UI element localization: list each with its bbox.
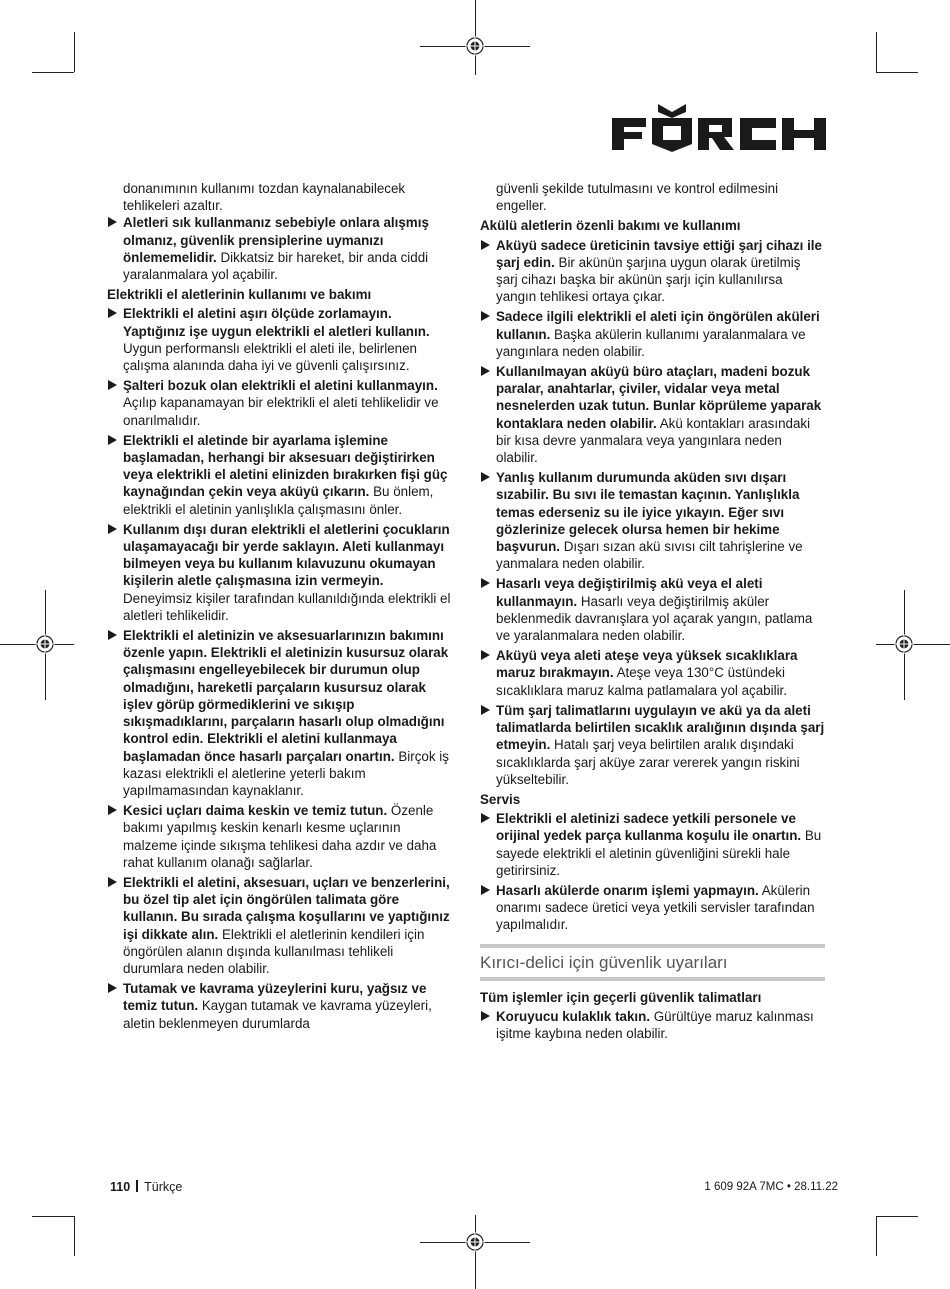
bullet-triangle-icon <box>108 380 117 390</box>
item-text: Bir akünün şarjına uygun olarak üretilmiş şarj cihazı başka bir akünün şarjı için kullanılırsa yangın tehlikesi ortaya çıkar. <box>496 254 801 305</box>
list-item <box>480 810 825 879</box>
item-bold-text: Hasarlı akülerde onarım işlemi yapmayın. <box>496 882 759 898</box>
item-text: Dışarı sızan akü sıvısı cilt tahrişlerine ve yanmalara neden olabilir. <box>496 539 803 572</box>
item-text: Açılıp kapanamayan bir elektrikli el aleti tehlikelidir ve onarılmalıdır. <box>123 395 439 428</box>
safety-list <box>107 305 452 1031</box>
crop-mark <box>32 1216 74 1217</box>
safety-list <box>480 237 825 788</box>
item-bold-text: Kesici uçları daima keskin ve temiz tutun. <box>123 803 388 819</box>
list-item <box>480 882 825 934</box>
safety-list <box>480 810 825 933</box>
item-text: Akülerin onarımı sadece üretici veya yetkili servisler tarafından yapılmalıdır. <box>496 882 815 933</box>
bullet-triangle-icon <box>108 524 117 534</box>
item-bold-text: Elektrikli el aletini, aksesuarı, uçları ve benzerlerini, bu özel tip alet için öngörülen talimata göre kullanın. Bu sırada çalışma koşullarını ve yaptığınız işi dikkate alın. <box>123 874 450 942</box>
crop-mark <box>876 1216 918 1217</box>
footer-language: Türkçe <box>144 1180 183 1194</box>
foerch-logo <box>612 104 826 152</box>
crop-mark <box>32 72 74 73</box>
page-number: 110 <box>110 1180 131 1194</box>
right-column <box>480 180 825 1045</box>
bullet-triangle-icon <box>481 705 490 715</box>
list-item <box>107 874 452 977</box>
list-item <box>107 521 452 624</box>
crop-mark <box>876 72 918 73</box>
section-title-bar: Kırıcı-delici için güvenlik uyarıları <box>480 944 825 981</box>
list-item <box>480 237 825 306</box>
paragraph-continuation: donanımının kullanımı tozdan kaynalanabilecek tehlikeleri azaltır. <box>123 181 406 214</box>
item-bold-text: Yanlış kullanım durumunda aküden sıvı dışarı sızabilir. Bu sıvı ile temastan kaçının. Yanlışlıkla temas ederseniz su ile iyice yıkayın. Eğer sıvı gözlerinize gelecek olursa hemen bir hekime başvurun. <box>496 470 800 555</box>
list-item <box>480 647 825 699</box>
bullet-triangle-icon <box>481 472 490 482</box>
section-heading: Tüm işlemler için geçerli güvenlik talimatları <box>480 989 762 1005</box>
safety-list <box>480 1008 825 1042</box>
item-bold-text: Şalteri bozuk olan elektrikli el aletini kullanmayın. <box>123 378 438 394</box>
crop-mark <box>475 1215 476 1289</box>
item-bold-text: Hasarlı veya değiştirilmiş akü veya el aleti kullanmayın. <box>496 576 763 609</box>
list-item <box>107 214 452 283</box>
crop-mark <box>876 32 877 72</box>
item-bold-text: Elektrikli el aletini aşırı ölçüde zorlamayın. Yaptığınız işe uygun elektrikli el aletleri kullanın. <box>123 306 430 339</box>
item-text: Dikkatsiz bir hareket, bir anda ciddi yaralanmalara yol açabilir. <box>123 249 429 283</box>
registration-mark-icon <box>35 634 55 654</box>
footer-separator <box>136 1180 138 1192</box>
list-item <box>107 377 452 429</box>
list-item <box>107 432 452 518</box>
crop-mark <box>74 1216 75 1256</box>
item-bold-text: Koruyucu kulaklık takın. <box>496 1008 651 1024</box>
item-bold-text: Kullanım dışı duran elektrikli el aletlerini çocukların ulaşamayacağı bir yerde saklayın. Aleti kullanmayı bilmeyen veya bu kullanım kılavuzunu okumayan kişilerin aletle çalışmasına izin vermeyin. <box>123 521 450 589</box>
item-bold-text: Tüm şarj talimatlarını uygulayın ve akü ya da aleti talimatlarda belirtilen sıcaklık aralığının dışında şarj etmeyin. <box>496 702 825 753</box>
item-text: Hasarlı veya değiştirilmiş aküler beklenmedik davranışlara yol açarak yangın, patlama ve yaralanmalara neden olabilir. <box>496 593 813 644</box>
bullet-triangle-icon <box>108 308 117 318</box>
paragraph-continuation: güvenli şekilde tutulmasını ve kontrol edilmesini engeller. <box>496 181 779 214</box>
bullet-triangle-icon <box>108 630 117 640</box>
item-bold-text: Aküyü veya aleti ateşe veya yüksek sıcaklıklara maruz bırakmayın. <box>496 648 798 681</box>
list-item <box>480 469 825 572</box>
bullet-triangle-icon <box>481 311 490 321</box>
bullet-triangle-icon <box>481 1011 490 1021</box>
item-bold-text: Aletleri sık kullanmanız sebebiyle onlara alışmış olmanız, güvenlik prensiplerine uymanızı önlememelidir. <box>123 215 429 265</box>
item-text: Akü kontakları arasındaki bir kısa devre yanmalara veya yangınlara neden olabilir. <box>496 415 811 466</box>
item-text: Başka akülerin kullanımı yaralanmalara ve yangınlara neden olabilir. <box>496 326 806 359</box>
item-text: Ateşe veya 130°C üstündeki sıcaklıklara maruz kalma patlamalara yol açabilir. <box>496 665 787 698</box>
list-item <box>480 308 825 360</box>
item-bold-text: Elektrikli el aletinizin ve aksesuarlarınızın bakımını özenle yapın. Elektrikli el aletinizin kusursuz olarak çalışmasını engelleyebilecek bir durumun olup olmadığını, hareketli parçaların kusursuz olarak işlev görüp görmediklerini ve sıkışıp sıkışmadıklarını, parçaların hasarlı olup olmadığını kontrol edin. Elektrikli el aletini kullanmaya başlamadan önce hasarlı parçaları onartın. <box>123 628 449 764</box>
bullet-triangle-icon <box>481 578 490 588</box>
bullet-triangle-icon <box>108 877 117 887</box>
section-heading: Elektrikli el aletlerinin kullanımı ve bakımı <box>107 287 372 303</box>
item-text: Kaygan tutamak ve kavrama yüzeyleri, aletin beklenmeyen durumlarda <box>123 998 432 1031</box>
item-text: Bu sayede elektrikli el aletinin güvenliğini sürekli hale getirirsiniz. <box>496 828 822 878</box>
registration-mark-icon <box>465 1232 485 1252</box>
bullet-triangle-icon <box>481 240 490 250</box>
item-bold-text: Elektrikli el aletinde bir ayarlama işlemine başlamadan, herhangi bir aksesuarı değiştirirken veya elektrikli el aletini elinizden bırakırken fişi güç kaynağından çekin veya aküyü çıkarın. <box>123 432 448 500</box>
list-item <box>107 802 452 871</box>
bullet-triangle-icon <box>108 217 117 227</box>
item-text: Deneyimsiz kişiler tarafından kullanıldığında elektrikli el aletleri tehlikelidir. <box>123 590 451 623</box>
item-text: Uygun performanslı elektrikli el aleti ile, belirlenen çalışma alanında daha iyi ve güvenli çalışırsınız. <box>123 340 417 374</box>
crop-mark <box>74 32 75 72</box>
registration-mark-icon <box>894 634 914 654</box>
item-text: Elektrikli el aletlerinin kendileri için öngörülen alanın dışında kullanılması tehlikeli durumlara neden olabilir. <box>123 926 425 976</box>
section-heading: Servis <box>480 791 521 807</box>
bullet-triangle-icon <box>108 435 117 445</box>
list-item <box>480 363 825 466</box>
bullet-triangle-icon <box>481 650 490 660</box>
bullet-triangle-icon <box>481 885 490 895</box>
list-item <box>107 980 452 1032</box>
bullet-triangle-icon <box>481 813 490 823</box>
list-item <box>107 305 452 374</box>
safety-list <box>107 214 452 283</box>
list-item <box>480 1008 825 1042</box>
item-text: Gürültüye maruz kalınması işitme kaybına neden olabilir. <box>496 1008 814 1041</box>
document-code: 1 609 92A 7MC • 28.11.22 <box>704 1181 838 1193</box>
item-text: Birçok iş kazası elektrikli el aletlerine yeterli bakım yapılmamasından kaynaklanır. <box>123 748 449 798</box>
bullet-triangle-icon <box>108 983 117 993</box>
item-bold-text: Sadece ilgili elektrikli el aleti için öngörülen aküleri kullanın. <box>496 309 820 342</box>
item-bold-text: Elektrikli el aletinizi sadece yetkili personele ve orijinal yedek parça kullanma koşulu ile onartın. <box>496 811 802 844</box>
list-item <box>107 627 452 799</box>
item-bold-text: Aküyü sadece üreticinin tavsiye ettiği şarj cihazı ile şarj edin. <box>496 237 822 270</box>
item-text: Hatalı şarj veya belirtilen aralık dışındaki sıcaklıklarda şarj aküye zarar vererek yangın riskini yükseltebilir. <box>496 737 800 787</box>
item-text: Özenle bakımı yapılmış keskin kenarlı kesme uçlarının malzeme içinde sıkışma tehlikesi daha azdır ve daha rahat kullanım olanağı sağlarlar. <box>123 803 437 870</box>
section-heading: Akülü aletlerin özenli bakımı ve kullanımı <box>480 218 741 234</box>
item-bold-text: Tutamak ve kavrama yüzeylerini kuru, yağsız ve temiz tutun. <box>123 981 427 1014</box>
bullet-triangle-icon <box>108 805 117 815</box>
item-bold-text: Kullanılmayan aküyü büro ataçları, madeni bozuk paralar, anahtarlar, çiviler, vidalar veya metal nesnelerden uzak tutun. Bunlar köprüleme yaparak kontaklara neden olabilir. <box>496 364 822 431</box>
page-footer-left <box>110 1180 182 1194</box>
crop-mark <box>876 1216 877 1256</box>
left-column <box>107 180 452 1035</box>
list-item <box>480 575 825 644</box>
list-item <box>480 702 825 788</box>
bullet-triangle-icon <box>481 366 490 376</box>
item-text: Bu önlem, elektrikli el aletinin yanlışlıkla çalışmasını önler. <box>123 484 434 517</box>
registration-mark-icon <box>465 36 485 56</box>
